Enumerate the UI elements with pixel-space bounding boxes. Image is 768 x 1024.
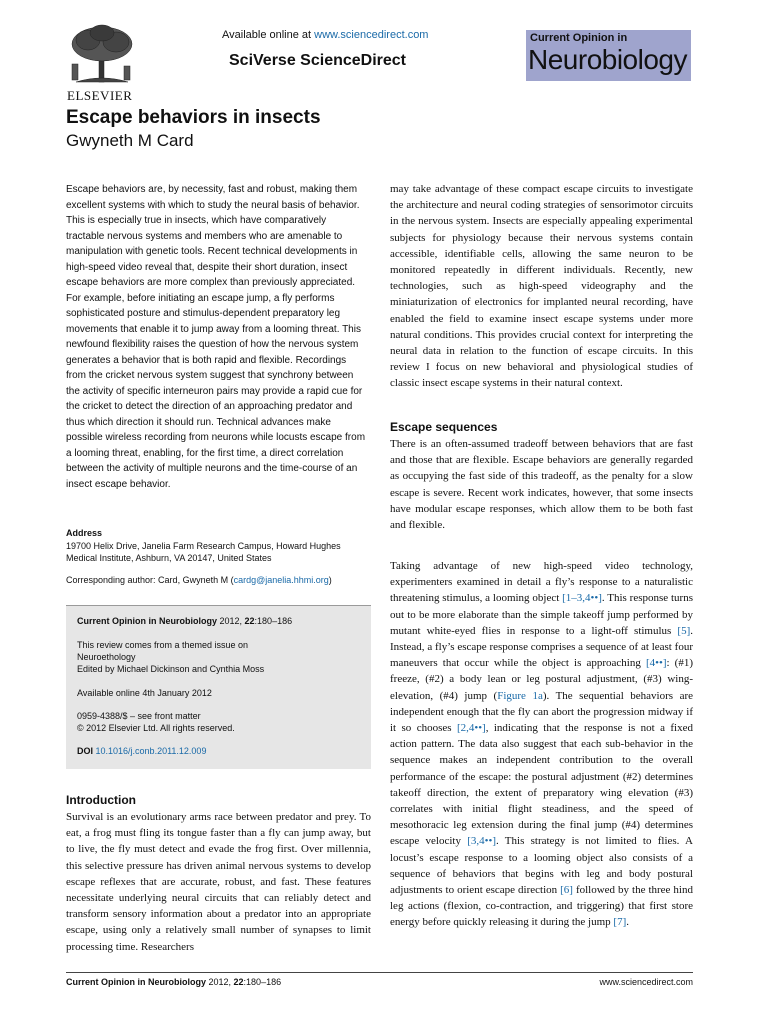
infobox-year: 2012, xyxy=(217,616,245,626)
citation-link[interactable]: [6] xyxy=(560,884,573,897)
infobox-copyright: © 2012 Elsevier Ltd. All rights reserved. xyxy=(77,723,235,733)
corresponding-author xyxy=(66,575,371,585)
article-title: Escape behaviors in insects xyxy=(66,107,321,128)
p2-text: , indicating that the response is not a fixed action pattern. The data also suggest that each sub-behavior in the sequence makes an independent contribution to the overall performance of the escape: the postural adjustment (#2) determines takeoff direction, the extent of preparatory wing elevation (#3) correlates with initial flight steadiness, and the speed of mesothoracic leg extension during the final jump (#4) determines escape velocity xyxy=(390,722,693,848)
sciverse-wordmark: SciVerse ScienceDirect xyxy=(229,52,407,69)
address-label: Address xyxy=(66,528,103,538)
infobox-doi xyxy=(77,745,206,757)
address-text: 19700 Helix Drive, Janelia Farm Research Campus, Howard Hughes Medical Institute, Ashburn, VA 20147, United States xyxy=(66,541,341,563)
journal-banner-small: Current Opinion in xyxy=(530,32,628,44)
p2-text: ). The sequential behaviors are independent enough that the fly can abort the progression midway if it so chooses xyxy=(390,689,694,735)
sciencedirect-link[interactable]: www.sciencedirect.com xyxy=(314,29,429,41)
escape-sequences-heading: Escape sequences xyxy=(390,420,498,434)
available-online-line xyxy=(222,29,428,41)
infobox-pages: :180–186 xyxy=(254,616,293,626)
corresp-suffix: ) xyxy=(328,575,332,585)
doi-label: DOI xyxy=(77,746,96,756)
p2-text: . xyxy=(626,916,629,929)
infobox-volume: 22 xyxy=(244,616,255,626)
infobox-issn: 0959-4388/$ – see front matter xyxy=(77,711,201,721)
doi-link[interactable]: 10.1016/j.conb.2011.12.009 xyxy=(95,746,207,756)
infobox-citation xyxy=(77,615,292,627)
citation-link[interactable]: [7] xyxy=(613,916,627,929)
infobox-theme-line2: Neuroethology xyxy=(77,652,136,662)
footer-year: 2012, xyxy=(206,977,234,987)
footer-divider xyxy=(66,972,693,973)
abstract: Escape behaviors are, by necessity, fast and robust, making them excellent systems with which to study the neural basis of behavior. This is especially true in insects, which have comparatively tractable nervous systems and members who are amenable to manipulation with genetic tools. Recent technical developments in high-speed video reveal that, despite their short duration, insect escape behaviors are more complex than previously appreciated. For example, before initiating an escape jump, a fly performs sophisticated posture and stimulus-dependent preparatory leg movements that enable it to jump away from a looming threat. This newfound flexibility raises the question of how the nervous system generates a behavior that is both rapid and flexible. Recordings from the cricket nervous system suggest that synchrony between the activity of specific interneuron pairs may provide a rapid cue for the cricket to detect the direction of an approaching predator and thus which direction it should run. Technical advances make possible wireless recording from neurons while locusts escape from a looming threat, enabling, for the first time, a direct correlation between the activity of multiple neurons and the time-course of an insect escape behavior. xyxy=(66,184,366,490)
p2-text: followed by the three hind leg actions (flexion, co-contraction, and triggering) that first store energy before quickly releasing it during the jump xyxy=(390,884,693,929)
p2-text: : (#1) freeze, (#2) a body lean or leg postural adjustment, (#3) wing-elevation, (#4) jump ( xyxy=(390,657,693,702)
infobox-theme-line1: This review comes from a themed issue on xyxy=(77,640,249,650)
footer-volume: 22 xyxy=(233,977,244,987)
escape-sequences-paragraph-1: There is an often-assumed tradeoff between behaviors that are fast and those that are flexible. Escape behaviors are generally regarded as occupying the fast side of this tradeoff, as the penalty for a slow escape is severe. Recent work indicates, however, that some insects have modular escape responses, which allow them to be both fast and flexible. xyxy=(390,438,693,532)
infobox-journal: Current Opinion in Neurobiology xyxy=(77,616,217,626)
journal-banner xyxy=(526,30,691,81)
introduction-heading: Introduction xyxy=(66,793,136,807)
available-prefix: Available online at xyxy=(222,29,315,41)
citation-link[interactable]: [1–3,4••] xyxy=(562,592,602,605)
article-author: Gwyneth M Card xyxy=(66,131,194,150)
elsevier-wordmark: ELSEVIER xyxy=(67,88,133,103)
escape-sequences-paragraph-2 xyxy=(390,558,693,931)
citation-link[interactable]: [2,4••] xyxy=(456,722,486,735)
footer-url: www.sciencedirect.com xyxy=(599,977,693,987)
citation-link[interactable]: [5] xyxy=(677,624,691,637)
citation-link[interactable]: [4••] xyxy=(645,657,667,670)
p2-text: . This response turns out to be more elaborate than the simple takeoff jump performed by mutant white-eyed flies in response to a light-off stimulus xyxy=(390,592,693,637)
introduction-body: Survival is an evolutionary arms race between predator and prey. To eat, a frog must fling its tongue faster than a fly can jump away, but to live, the fly must detect and evade the frog first. Over millennia, this selective pressure has driven animal nervous systems to develop escape reflexes that are accurate, robust, and fast. These features necessitate underlying neural circuits that can reliably detect and transform sensory information about a predator into an appropriate escape, using only a relatively small number of synapses to limit processing time. Researchers xyxy=(66,811,371,953)
journal-banner-title: Neurobiology xyxy=(528,44,687,75)
footer-pages: :180–186 xyxy=(243,977,282,987)
author-email-link[interactable]: cardg@janelia.hhmi.org xyxy=(233,575,329,585)
infobox-editors: Edited by Michael Dickinson and Cynthia Moss xyxy=(77,664,265,674)
p2-text: Taking advantage of new high-speed video technology, experimenters examined in detail a fly’s response to a naturalistic threatening stimulus, a looming object xyxy=(390,560,693,605)
p2-text: . This strategy is not limited to flies. A locust’s escape response to a looming object also consists of a sequence of behaviors that begins with leg and body postural adjustments to orient escape direction xyxy=(390,835,693,897)
p2-text: . Instead, a fly’s escape response comprises a sequence of at least four maneuvers that occur while the object is approaching xyxy=(390,624,693,670)
right-column-continuation: may take advantage of these compact escape circuits to investigate the architecture and neural coding strategies of sensorimotor circuits in the nervous system. Insects are especially appealing experimental subjects for physiology because their nervous systems contain accessible, identifiable cells, allowing the same neuron to be monitored repeatedly in different individuals. Recently, new technologies, such as high-speed videography and the miniaturization of electronics for implanted neural recording, have enabled the field to examine insect escape systems under more natural conditions. This provides crucial context for interpreting the neural data in relation to the function of escape circuits. In this review I focus on new behavioral and physiological studies of classic insect escape systems in their natural context. xyxy=(390,183,693,390)
citation-link[interactable]: [3,4••] xyxy=(467,835,497,848)
footer-citation xyxy=(66,977,281,987)
corresp-prefix: Corresponding author: Card, Gwyneth M ( xyxy=(66,575,234,585)
infobox-available: Available online 4th January 2012 xyxy=(77,688,212,698)
article-info-box xyxy=(66,605,371,769)
footer-journal: Current Opinion in Neurobiology xyxy=(66,977,206,987)
figure-link[interactable]: Figure 1a xyxy=(497,689,543,702)
